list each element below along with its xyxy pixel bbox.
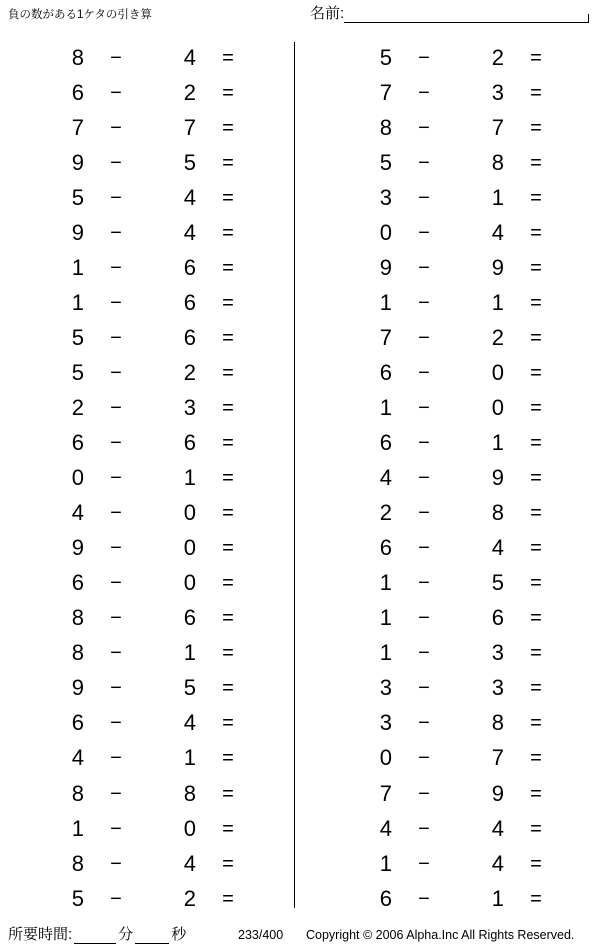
minus-sign: − xyxy=(418,537,430,560)
operand-a: 7 xyxy=(379,79,392,105)
equals-sign: = xyxy=(222,46,234,69)
equals-sign: = xyxy=(530,151,542,174)
minus-sign: − xyxy=(110,782,122,805)
operand-b: 4 xyxy=(183,219,196,245)
problem-row xyxy=(0,40,300,75)
equals-sign: = xyxy=(530,782,542,805)
equals-sign: = xyxy=(530,572,542,595)
minutes-input-line[interactable] xyxy=(74,927,116,944)
operand-b: 1 xyxy=(491,289,504,315)
problem-row xyxy=(300,355,600,390)
operand-b: 4 xyxy=(183,710,196,736)
name-label: 名前: xyxy=(310,5,345,22)
problem-row xyxy=(300,601,600,636)
operand-b: 1 xyxy=(183,640,196,666)
minus-sign: − xyxy=(110,326,122,349)
operand-a: 9 xyxy=(71,219,84,245)
minus-sign: − xyxy=(418,256,430,279)
problem-row xyxy=(0,180,300,215)
problem-row xyxy=(300,671,600,706)
equals-sign: = xyxy=(530,467,542,490)
problem-row xyxy=(0,671,300,706)
minus-sign: − xyxy=(110,186,122,209)
operand-b: 4 xyxy=(491,535,504,561)
minus-sign: − xyxy=(110,747,122,770)
operand-b: 1 xyxy=(491,885,504,911)
minus-sign: − xyxy=(110,572,122,595)
minus-sign: − xyxy=(110,817,122,840)
operand-a: 8 xyxy=(379,114,392,140)
operand-b: 6 xyxy=(183,289,196,315)
minus-sign: − xyxy=(418,887,430,910)
operand-b: 6 xyxy=(183,324,196,350)
operand-a: 0 xyxy=(379,219,392,245)
problem-row xyxy=(0,636,300,671)
equals-sign: = xyxy=(222,817,234,840)
operand-b: 4 xyxy=(183,184,196,210)
minus-sign: − xyxy=(418,221,430,244)
equals-sign: = xyxy=(222,502,234,525)
equals-sign: = xyxy=(530,291,542,314)
operand-b: 2 xyxy=(183,359,196,385)
operand-b: 1 xyxy=(491,184,504,210)
equals-sign: = xyxy=(530,361,542,384)
operand-b: 4 xyxy=(491,815,504,841)
operand-a: 9 xyxy=(71,535,84,561)
operand-b: 8 xyxy=(491,710,504,736)
operand-a: 6 xyxy=(379,359,392,385)
operand-a: 1 xyxy=(379,394,392,420)
problem-row xyxy=(0,601,300,636)
page-number: 233/400 xyxy=(238,928,284,942)
seconds-unit-label: 秒 xyxy=(171,926,187,943)
problem-row xyxy=(0,706,300,741)
equals-sign: = xyxy=(222,642,234,665)
operand-a: 3 xyxy=(379,710,392,736)
operand-a: 2 xyxy=(71,394,84,420)
equals-sign: = xyxy=(530,677,542,700)
operand-b: 9 xyxy=(491,780,504,806)
operand-a: 1 xyxy=(379,850,392,876)
minus-sign: − xyxy=(418,467,430,490)
name-field-block xyxy=(310,5,590,23)
minus-sign: − xyxy=(110,396,122,419)
problem-row xyxy=(0,741,300,776)
minus-sign: − xyxy=(418,502,430,525)
operand-b: 0 xyxy=(183,535,196,561)
problem-row xyxy=(0,811,300,846)
operand-b: 2 xyxy=(183,885,196,911)
operand-b: 9 xyxy=(491,465,504,491)
minus-sign: − xyxy=(418,432,430,455)
operand-a: 4 xyxy=(379,465,392,491)
equals-sign: = xyxy=(222,116,234,139)
equals-sign: = xyxy=(222,291,234,314)
operand-a: 0 xyxy=(71,465,84,491)
problem-row xyxy=(300,426,600,461)
operand-a: 0 xyxy=(379,745,392,771)
operand-b: 2 xyxy=(491,44,504,70)
seconds-input-line[interactable] xyxy=(135,927,169,944)
problem-row xyxy=(300,811,600,846)
equals-sign: = xyxy=(530,642,542,665)
problem-row xyxy=(0,355,300,390)
equals-sign: = xyxy=(222,537,234,560)
operand-b: 7 xyxy=(491,114,504,140)
operand-a: 5 xyxy=(71,184,84,210)
problem-row xyxy=(0,426,300,461)
operand-a: 6 xyxy=(379,535,392,561)
equals-sign: = xyxy=(222,221,234,244)
problem-row xyxy=(300,75,600,110)
minus-sign: − xyxy=(110,887,122,910)
equals-sign: = xyxy=(530,817,542,840)
operand-a: 6 xyxy=(379,430,392,456)
minus-sign: − xyxy=(418,572,430,595)
equals-sign: = xyxy=(530,502,542,525)
copyright-notice: Copyright © 2006 Alpha.Inc All Rights Reserved. xyxy=(306,928,575,942)
minus-sign: − xyxy=(110,432,122,455)
operand-a: 8 xyxy=(71,605,84,631)
equals-sign: = xyxy=(222,467,234,490)
problem-row xyxy=(300,496,600,531)
operand-b: 2 xyxy=(491,324,504,350)
operand-a: 1 xyxy=(379,570,392,596)
problem-row xyxy=(300,40,600,75)
problem-row xyxy=(0,846,300,881)
equals-sign: = xyxy=(222,396,234,419)
problem-row xyxy=(0,881,300,916)
problem-row xyxy=(300,461,600,496)
problem-row xyxy=(300,531,600,566)
minus-sign: − xyxy=(418,677,430,700)
operand-a: 5 xyxy=(379,44,392,70)
minutes-unit-label: 分 xyxy=(118,926,134,943)
operand-a: 7 xyxy=(379,780,392,806)
equals-sign: = xyxy=(222,361,234,384)
problem-row xyxy=(0,110,300,145)
operand-a: 8 xyxy=(71,44,84,70)
problem-row xyxy=(300,846,600,881)
operand-b: 6 xyxy=(183,605,196,631)
operand-a: 7 xyxy=(379,324,392,350)
problem-row xyxy=(300,566,600,601)
minus-sign: − xyxy=(418,852,430,875)
problem-row xyxy=(0,75,300,110)
equals-sign: = xyxy=(530,712,542,735)
operand-a: 1 xyxy=(379,640,392,666)
minus-sign: − xyxy=(110,712,122,735)
minus-sign: − xyxy=(418,782,430,805)
operand-a: 7 xyxy=(71,114,84,140)
equals-sign: = xyxy=(530,46,542,69)
operand-a: 1 xyxy=(71,289,84,315)
problem-row xyxy=(300,215,600,250)
problem-row xyxy=(0,250,300,285)
problem-row xyxy=(300,776,600,811)
equals-sign: = xyxy=(530,607,542,630)
operand-b: 9 xyxy=(491,254,504,280)
problem-row xyxy=(300,180,600,215)
operand-b: 2 xyxy=(183,79,196,105)
problem-row xyxy=(0,566,300,601)
minus-sign: − xyxy=(418,361,430,384)
operand-b: 3 xyxy=(491,79,504,105)
problem-row xyxy=(0,496,300,531)
operand-b: 4 xyxy=(491,850,504,876)
worksheet-footer xyxy=(0,914,600,952)
operand-a: 1 xyxy=(71,815,84,841)
operand-b: 4 xyxy=(491,219,504,245)
operand-b: 8 xyxy=(491,500,504,526)
minus-sign: − xyxy=(418,186,430,209)
problem-row xyxy=(0,320,300,355)
problem-row xyxy=(0,531,300,566)
problem-row xyxy=(300,636,600,671)
equals-sign: = xyxy=(222,712,234,735)
equals-sign: = xyxy=(530,887,542,910)
operand-a: 2 xyxy=(379,500,392,526)
minus-sign: − xyxy=(110,221,122,244)
equals-sign: = xyxy=(222,81,234,104)
problem-row xyxy=(0,461,300,496)
problem-row xyxy=(0,285,300,320)
column-divider xyxy=(294,42,295,908)
problem-row xyxy=(300,741,600,776)
problem-row xyxy=(0,776,300,811)
problem-row xyxy=(300,250,600,285)
operand-a: 9 xyxy=(379,254,392,280)
minus-sign: − xyxy=(418,607,430,630)
operand-a: 6 xyxy=(71,79,84,105)
minus-sign: − xyxy=(110,677,122,700)
equals-sign: = xyxy=(530,537,542,560)
equals-sign: = xyxy=(222,326,234,349)
operand-b: 1 xyxy=(491,430,504,456)
problem-column-left xyxy=(0,36,300,916)
operand-b: 7 xyxy=(183,114,196,140)
minus-sign: − xyxy=(418,291,430,314)
operand-a: 3 xyxy=(379,675,392,701)
minus-sign: − xyxy=(418,712,430,735)
operand-b: 6 xyxy=(183,430,196,456)
equals-sign: = xyxy=(530,326,542,349)
minus-sign: − xyxy=(418,642,430,665)
problem-area xyxy=(0,36,600,916)
operand-a: 1 xyxy=(379,605,392,631)
operand-a: 4 xyxy=(71,500,84,526)
minus-sign: − xyxy=(110,256,122,279)
problem-row xyxy=(300,881,600,916)
problem-row xyxy=(300,285,600,320)
minus-sign: − xyxy=(418,116,430,139)
operand-b: 0 xyxy=(491,394,504,420)
equals-sign: = xyxy=(530,186,542,209)
problem-row xyxy=(300,390,600,425)
operand-a: 1 xyxy=(379,289,392,315)
operand-b: 8 xyxy=(183,780,196,806)
equals-sign: = xyxy=(222,887,234,910)
operand-a: 5 xyxy=(71,359,84,385)
operand-a: 5 xyxy=(379,149,392,175)
operand-b: 0 xyxy=(183,815,196,841)
operand-b: 1 xyxy=(183,745,196,771)
operand-b: 6 xyxy=(183,254,196,280)
minus-sign: − xyxy=(418,396,430,419)
operand-a: 8 xyxy=(71,640,84,666)
equals-sign: = xyxy=(222,747,234,770)
operand-b: 0 xyxy=(491,359,504,385)
equals-sign: = xyxy=(222,607,234,630)
equals-sign: = xyxy=(530,852,542,875)
operand-b: 5 xyxy=(491,570,504,596)
equals-sign: = xyxy=(222,256,234,279)
problem-column-right xyxy=(300,36,600,916)
equals-sign: = xyxy=(530,81,542,104)
minus-sign: − xyxy=(418,747,430,770)
problem-row xyxy=(0,215,300,250)
equals-sign: = xyxy=(222,572,234,595)
equals-sign: = xyxy=(222,186,234,209)
minus-sign: − xyxy=(110,46,122,69)
worksheet-header xyxy=(0,0,600,34)
equals-sign: = xyxy=(222,151,234,174)
page-title: 負の数がある1ケタの引き算 xyxy=(8,9,152,21)
operand-a: 4 xyxy=(379,815,392,841)
equals-sign: = xyxy=(530,396,542,419)
minus-sign: − xyxy=(110,852,122,875)
name-line-end-tick xyxy=(588,14,590,23)
minus-sign: − xyxy=(110,361,122,384)
minus-sign: − xyxy=(418,817,430,840)
problem-row xyxy=(300,320,600,355)
operand-b: 3 xyxy=(491,675,504,701)
operand-b: 6 xyxy=(491,605,504,631)
equals-sign: = xyxy=(530,432,542,455)
operand-a: 6 xyxy=(379,885,392,911)
minus-sign: − xyxy=(418,151,430,174)
minus-sign: − xyxy=(110,81,122,104)
equals-sign: = xyxy=(530,256,542,279)
operand-b: 0 xyxy=(183,500,196,526)
equals-sign: = xyxy=(530,116,542,139)
operand-b: 3 xyxy=(183,394,196,420)
operand-a: 9 xyxy=(71,149,84,175)
operand-b: 5 xyxy=(183,675,196,701)
problem-row xyxy=(300,110,600,145)
equals-sign: = xyxy=(222,782,234,805)
operand-a: 6 xyxy=(71,570,84,596)
operand-a: 3 xyxy=(379,184,392,210)
equals-sign: = xyxy=(222,432,234,455)
minus-sign: − xyxy=(418,81,430,104)
minus-sign: − xyxy=(110,642,122,665)
minus-sign: − xyxy=(110,291,122,314)
minus-sign: − xyxy=(110,502,122,525)
operand-a: 4 xyxy=(71,745,84,771)
minus-sign: − xyxy=(110,151,122,174)
operand-a: 8 xyxy=(71,850,84,876)
operand-b: 4 xyxy=(183,850,196,876)
minus-sign: − xyxy=(110,467,122,490)
problem-row xyxy=(300,145,600,180)
time-label: 所要時間: xyxy=(8,926,73,943)
operand-a: 8 xyxy=(71,780,84,806)
minus-sign: − xyxy=(418,326,430,349)
operand-a: 9 xyxy=(71,675,84,701)
minus-sign: − xyxy=(418,46,430,69)
operand-b: 7 xyxy=(491,745,504,771)
problem-row xyxy=(300,706,600,741)
time-taken-block xyxy=(8,926,186,944)
operand-b: 1 xyxy=(183,465,196,491)
operand-a: 5 xyxy=(71,324,84,350)
equals-sign: = xyxy=(530,747,542,770)
minus-sign: − xyxy=(110,607,122,630)
equals-sign: = xyxy=(222,852,234,875)
operand-a: 1 xyxy=(71,254,84,280)
equals-sign: = xyxy=(530,221,542,244)
name-input-line[interactable] xyxy=(344,5,588,23)
operand-a: 6 xyxy=(71,710,84,736)
problem-row xyxy=(0,145,300,180)
operand-b: 8 xyxy=(491,149,504,175)
operand-a: 6 xyxy=(71,430,84,456)
operand-b: 3 xyxy=(491,640,504,666)
minus-sign: − xyxy=(110,116,122,139)
operand-b: 5 xyxy=(183,149,196,175)
problem-row xyxy=(0,390,300,425)
operand-b: 4 xyxy=(183,44,196,70)
operand-b: 0 xyxy=(183,570,196,596)
equals-sign: = xyxy=(222,677,234,700)
operand-a: 5 xyxy=(71,885,84,911)
minus-sign: − xyxy=(110,537,122,560)
